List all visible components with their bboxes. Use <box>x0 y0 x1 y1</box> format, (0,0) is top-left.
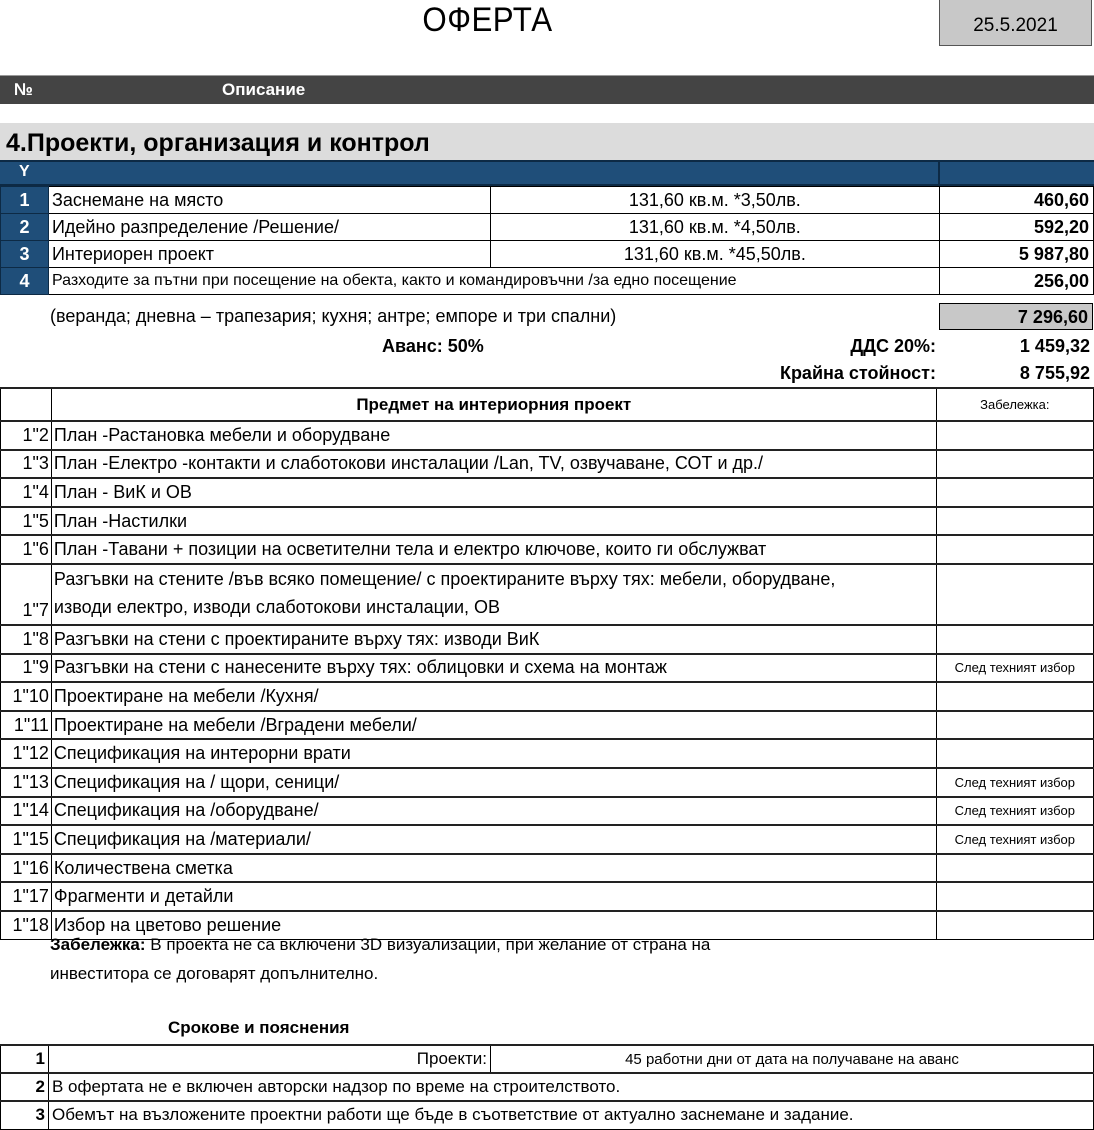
scope-description: Проектиране на мебели /Кухня/ <box>51 682 936 711</box>
item-row <box>1 241 1094 268</box>
scope-number: 1"10 <box>1 682 52 711</box>
terms-number: 3 <box>1 1101 49 1129</box>
scope-number: 1"5 <box>1 507 52 536</box>
scope-remark <box>936 450 1093 479</box>
item-amount: 5 987,80 <box>940 241 1094 268</box>
scope-number: 1"15 <box>1 825 52 854</box>
scope-row <box>1 421 1094 450</box>
scope-row <box>1 507 1094 536</box>
scope-number: 1"2 <box>1 421 52 450</box>
scope-row <box>1 654 1094 683</box>
scope-remark: След техният избор <box>936 654 1093 683</box>
scope-number: 1"14 <box>1 797 52 826</box>
scope-number: 1"9 <box>1 654 52 683</box>
scope-number: 1"6 <box>1 535 52 564</box>
terms-table <box>0 1044 1094 1130</box>
scope-remark: След техният избор <box>936 825 1093 854</box>
scope-row <box>1 882 1094 911</box>
scope-table <box>0 387 1094 940</box>
terms-label: Проекти: <box>49 1045 491 1073</box>
scope-row <box>1 711 1094 740</box>
subtotal-value: 7 296,60 <box>939 303 1093 330</box>
scope-row <box>1 625 1094 654</box>
scope-remark <box>936 911 1093 940</box>
item-row <box>1 214 1094 241</box>
scope-description: План - ВиК и ОВ <box>51 478 936 507</box>
scope-remark <box>936 625 1093 654</box>
scope-remark <box>936 507 1093 536</box>
scope-description: Проектиране на мебели /Вградени мебели/ <box>51 711 936 740</box>
scope-row <box>1 768 1094 797</box>
scope-number-header <box>1 388 52 421</box>
item-calculation: 131,60 кв.м. *4,50лв. <box>490 214 940 241</box>
scope-row <box>1 854 1094 883</box>
final-value: 8 755,92 <box>1019 363 1090 383</box>
scope-description: План -Тавани + позиции на осветителни тела и електро ключове, които ги обслужват <box>51 535 936 564</box>
item-description: Заснемане на място <box>48 187 490 214</box>
scope-description <box>51 564 936 625</box>
scope-number: 1"17 <box>1 882 52 911</box>
item-description: Идейно разпределение /Решение/ <box>48 214 490 241</box>
scope-header-row <box>1 388 1094 421</box>
item-number: 1 <box>1 187 49 214</box>
vat-value: 1 459,32 <box>1019 336 1090 356</box>
item-row <box>1 268 1094 295</box>
item-amount: 256,00 <box>940 268 1094 295</box>
scope-number: 1"13 <box>1 768 52 797</box>
scope-description: Спецификация на / щори, сеници/ <box>51 768 936 797</box>
scope-remark <box>936 854 1093 883</box>
item-amount: 592,20 <box>940 214 1094 241</box>
scope-number: 1"4 <box>1 478 52 507</box>
item-calculation: 131,60 кв.м. *45,50лв. <box>490 241 940 268</box>
scope-row <box>1 739 1094 768</box>
terms-row <box>1 1045 1094 1073</box>
scope-description: План -Растановка мебели и оборудване <box>51 421 936 450</box>
column-header-bar <box>0 75 1094 104</box>
vat-label: ДДС 20%: <box>850 336 936 356</box>
item-amount: 460,60 <box>940 187 1094 214</box>
scope-number: 1"3 <box>1 450 52 479</box>
document-title: ОФЕРТА <box>422 1 553 39</box>
section-title: 4.Проекти, организация и контрол <box>0 123 1094 160</box>
item-number: 4 <box>1 268 49 295</box>
scope-number: 1"12 <box>1 739 52 768</box>
scope-description: Спецификация на /оборудване/ <box>51 797 936 826</box>
item-row <box>1 187 1094 214</box>
terms-row <box>1 1101 1094 1129</box>
group-header-bar <box>0 160 1094 186</box>
rooms-note: (веранда; дневна – трапезария; кухня; антре; емпоре и три спални) <box>50 306 617 326</box>
note-line1: В проекта не са включени 3D визуализации, при желание от страна на <box>145 935 711 954</box>
scope-description: Избор на цветово решение <box>51 911 936 940</box>
terms-value: 45 работни дни от дата на получаване на аванс <box>491 1045 1094 1073</box>
scope-description: План -Електро -контакти и слаботокови инсталации /Lan, TV, озвучаване, СОТ и др./ <box>51 450 936 479</box>
scope-remark <box>936 739 1093 768</box>
note-label: Забележка: <box>50 935 146 954</box>
scope-row <box>1 478 1094 507</box>
scope-description: Спецификация на интерорни врати <box>51 739 936 768</box>
terms-row <box>1 1073 1094 1101</box>
terms-text: Обемът на възложените проектни работи ще бъде в съответствие от актуално заснемане и задание. <box>49 1101 1094 1129</box>
scope-description: Разгъвки на стени с проектираните върху тях: изводи ВиК <box>51 625 936 654</box>
scope-remark: След техният избор <box>936 768 1093 797</box>
scope-remark <box>936 421 1093 450</box>
scope-number: 1"11 <box>1 711 52 740</box>
scope-number: 1"16 <box>1 854 52 883</box>
scope-header: Предмет на интериорния проект <box>51 388 936 421</box>
scope-row <box>1 535 1094 564</box>
scope-number: 1"18 <box>1 911 52 940</box>
terms-text: В офертата не е включен авторски надзор по време на строителството. <box>49 1073 1094 1101</box>
scope-number: 1"8 <box>1 625 52 654</box>
description-column-header: Описание <box>222 80 306 99</box>
scope-number: 1"7 <box>1 564 52 625</box>
scope-description: Фрагменти и детайли <box>51 882 936 911</box>
final-label: Крайна стойност: <box>779 363 936 383</box>
scope-remark <box>936 682 1093 711</box>
scope-description: Количествена сметка <box>51 854 936 883</box>
advance-label: Аванс: 50% <box>382 336 484 356</box>
items-table <box>0 186 1094 295</box>
scope-row <box>1 797 1094 826</box>
scope-description-line1: Разгъвки на стените /във всяко помещение/ с проектираните върху тях: мебели, оборудване, <box>53 568 836 589</box>
scope-remark <box>936 711 1093 740</box>
scope-description: Спецификация на /материали/ <box>51 825 936 854</box>
scope-row <box>1 564 1094 625</box>
group-separator <box>938 162 940 184</box>
remark-header: Забележка: <box>936 388 1093 421</box>
scope-remark <box>936 564 1093 625</box>
scope-remark <box>936 535 1093 564</box>
scope-remark <box>936 478 1093 507</box>
scope-row <box>1 450 1094 479</box>
note-block <box>50 930 900 988</box>
terms-number: 1 <box>1 1045 49 1073</box>
scope-remark <box>936 882 1093 911</box>
scope-description: Разгъвки на стени с нанесените върху тях: облицовки и схема на монтаж <box>51 654 936 683</box>
scope-description-line2: изводи електро, изводи слаботокови инсталации, ОВ <box>53 596 501 617</box>
item-calculation: 131,60 кв.м. *3,50лв. <box>490 187 940 214</box>
number-column-header: № <box>14 80 33 99</box>
item-number: 2 <box>1 214 49 241</box>
scope-description: План -Настилки <box>51 507 936 536</box>
date-box: 25.5.2021 <box>939 0 1092 46</box>
note-line2: инвеститора се договарят допълнително. <box>50 964 379 983</box>
scope-row <box>1 825 1094 854</box>
item-description: Разходите за пътни при посещение на обекта, както и командировъчни /за едно посещение <box>48 268 939 295</box>
scope-remark: След техният избор <box>936 797 1093 826</box>
terms-title: Срокове и пояснения <box>168 1018 350 1037</box>
item-description: Интериорен проект <box>48 241 490 268</box>
scope-row <box>1 682 1094 711</box>
terms-number: 2 <box>1 1073 49 1101</box>
item-number: 3 <box>1 241 49 268</box>
group-label: Y <box>19 163 30 180</box>
